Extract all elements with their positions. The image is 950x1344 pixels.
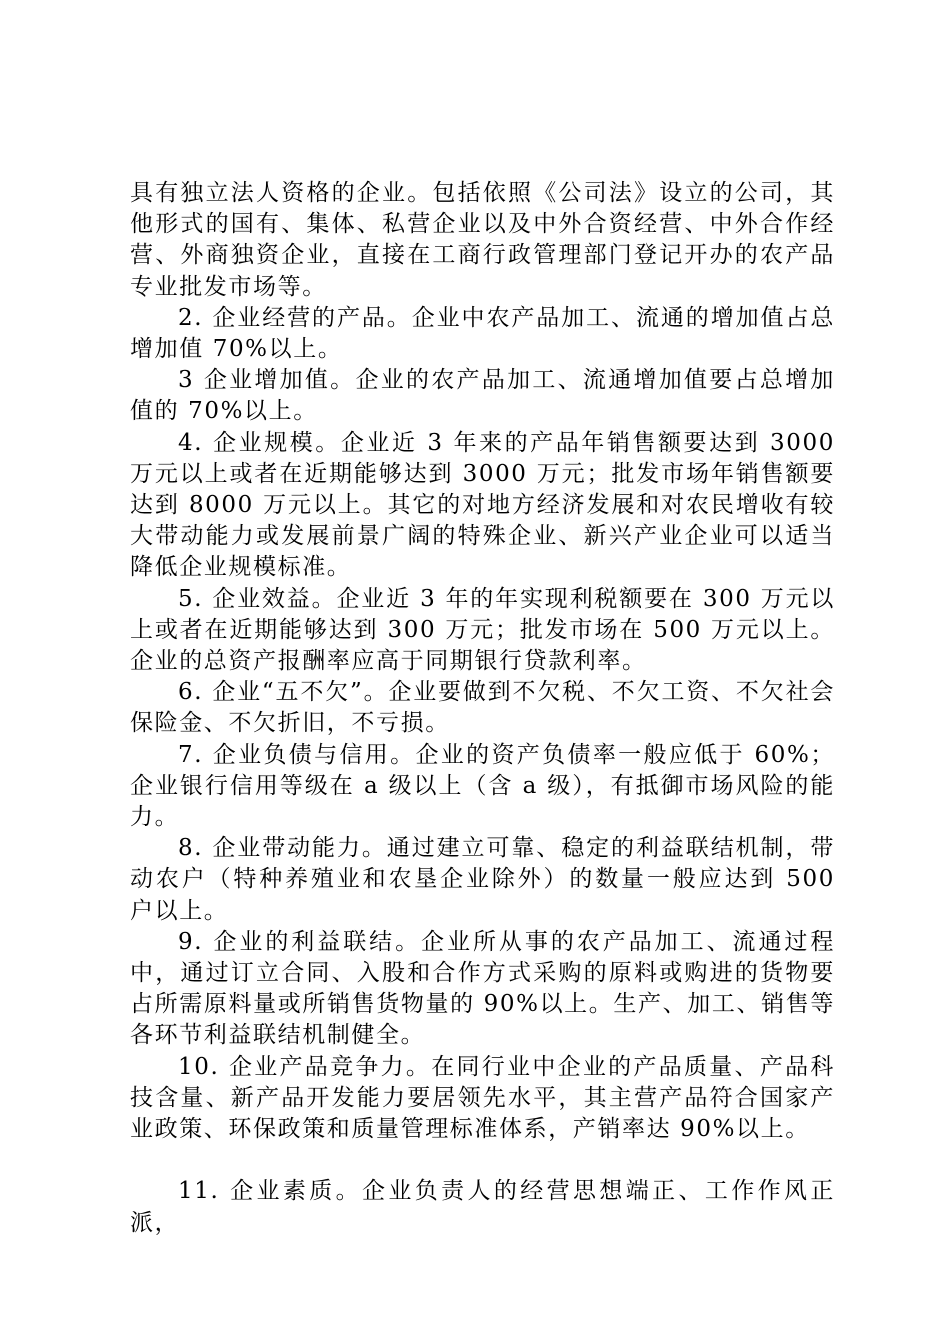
paragraph-item-10: 10. 企业产品竞争力。在同行业中企业的产品质量、产品科技含量、新产品开发能力要居领先水平，其主营产品符合国家产业政策、环保政策和质量管理标准体系，产销率达 90%以上。 [130,1053,835,1143]
paragraph-continuation: 具有独立法人资格的企业。包括依照《公司法》设立的公司，其他形式的国有、集体、私营企业以及中外合资经营、中外合作经营、外商独资企业，直接在工商行政管理部门登记开办的农产品专业批发市场等。 [130,180,835,300]
paragraph-item-2: 2. 企业经营的产品。企业中农产品加工、流通的增加值占总增加值 70%以上。 [130,304,835,363]
paragraph-item-9: 9. 企业的利益联结。企业所从事的农产品加工、流通过程中，通过订立合同、入股和合作方式采购的原料或购进的货物要占所需原料量或所销售货物量的 90%以上。生产、加工、销售等各环节利益联结机制健全。 [130,928,835,1049]
paragraph-item-11: 11. 企业素质。企业负责人的经营思想端正、工作作风正派， [130,1178,835,1236]
paragraph-item-8: 8. 企业带动能力。通过建立可靠、稳定的利益联结机制，带动农户（特种养殖业和农垦企业除外）的数量一般应达到 500 户以上。 [130,835,835,924]
paragraph-item-6: 6. 企业“五不欠”。企业要做到不欠税、不欠工资、不欠社会保险金、不欠折旧，不亏损。 [130,679,835,737]
paragraph-item-7: 7. 企业负债与信用。企业的资产负债率一般应低于 60%；企业银行信用等级在 a 级以上（含 a 级），有抵御市场风险的能力。 [130,741,835,831]
paragraph-item-4: 4. 企业规模。企业近 3 年来的产品年销售额要达到 3000 万元以上或者在近期能够达到 3000 万元；批发市场年销售额要达到 8000 万元以上。其它的对地方经济发展和对农民增收有较大带动能力或发展前景广阔的特殊企业、新兴产业企业可以适当降低企业规模标准。 [130,429,835,581]
paragraph-item-5: 5. 企业效益。企业近 3 年的年实现利税额要在 300 万元以上或者在近期能够达到 300 万元；批发市场在 500 万元以上。企业的总资产报酬率应高于同期银行贷款利率。 [130,585,835,675]
document-body [130,178,835,1239]
paragraph-item-3: 3 企业增加值。企业的农产品加工、流通增加值要占总增加值的 70%以上。 [130,367,835,425]
